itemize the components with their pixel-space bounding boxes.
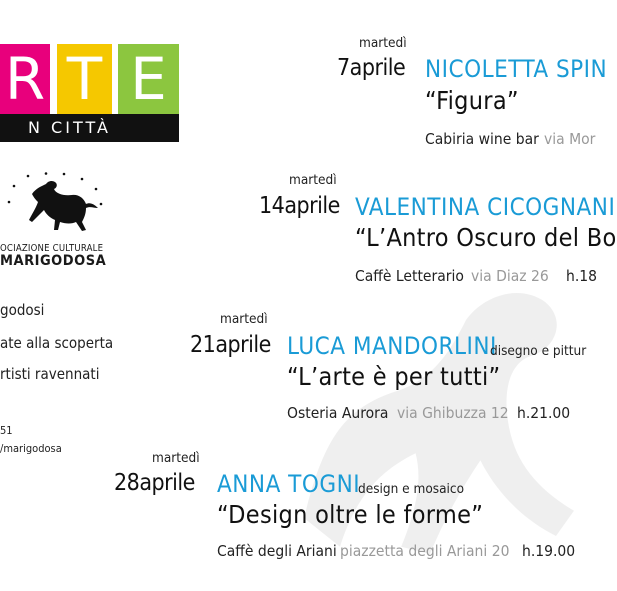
event3-title: “L’arte è per tutti” (287, 362, 501, 391)
event1-artist: NICOLETTA SPIN (425, 55, 608, 83)
event3-address: via Ghibuzza 12 (397, 404, 509, 422)
logo-subtitle: N CITTÀ (28, 118, 111, 137)
association-line1: OCIAZIONE CULTURALE (0, 243, 104, 254)
social-handle: /marigodosa (0, 442, 62, 455)
event2-date: 14aprile (259, 193, 340, 219)
event4-artist: ANNA TOGNI (217, 470, 361, 498)
side-text-line3: rtisti ravennati (0, 365, 100, 383)
event2-artist: VALENTINA CICOGNANI (355, 193, 616, 221)
event4-date: 28aprile (114, 470, 195, 496)
event4-title: “Design oltre le forme” (217, 500, 484, 529)
logo-tile-t (57, 44, 112, 114)
association-name: MARIGODOSA (0, 253, 107, 269)
horse-logo-icon (6, 172, 106, 234)
event1-day: martedì (359, 35, 407, 51)
event3-time: h.21.00 (517, 404, 571, 422)
event3-artist: LUCA MANDORLINI (287, 332, 497, 360)
event2-address: via Diaz 26 (471, 267, 549, 285)
event1-address: via Mor (544, 130, 596, 148)
logo-letter-t: T (66, 45, 103, 113)
logo-letter-e: E (130, 45, 167, 113)
event2-time: h.18 (566, 267, 598, 285)
event4-venue: Caffè degli Ariani (217, 542, 337, 560)
event2-day: martedì (289, 172, 337, 188)
logo-tile-r (0, 44, 50, 114)
event3-date: 21aprile (190, 332, 271, 358)
side-text-line4: 51 (0, 424, 13, 437)
event3-discipline: disegno e pittur (490, 343, 587, 359)
side-text-line1: godosi (0, 301, 45, 319)
event2-venue: Caffè Letterario (355, 267, 464, 285)
event4-day: martedì (152, 450, 200, 466)
event4-address: piazzetta degli Ariani 20 (340, 542, 510, 560)
logo-tile-e (118, 44, 179, 114)
event3-day: martedì (220, 311, 268, 327)
event3-venue: Osteria Aurora (287, 404, 389, 422)
side-text-line2: ate alla scoperta (0, 334, 114, 352)
logo-letter-r: R (4, 45, 46, 113)
event2-title: “L’Antro Oscuro del Bo (355, 223, 617, 252)
logo-subtitle-bar (0, 114, 179, 142)
event1-date: 7aprile (337, 55, 406, 81)
event4-discipline: design e mosaico (358, 481, 465, 497)
event4-time: h.19.00 (522, 542, 576, 560)
event1-venue: Cabiria wine bar (425, 130, 539, 148)
event1-title: “Figura” (425, 86, 519, 115)
